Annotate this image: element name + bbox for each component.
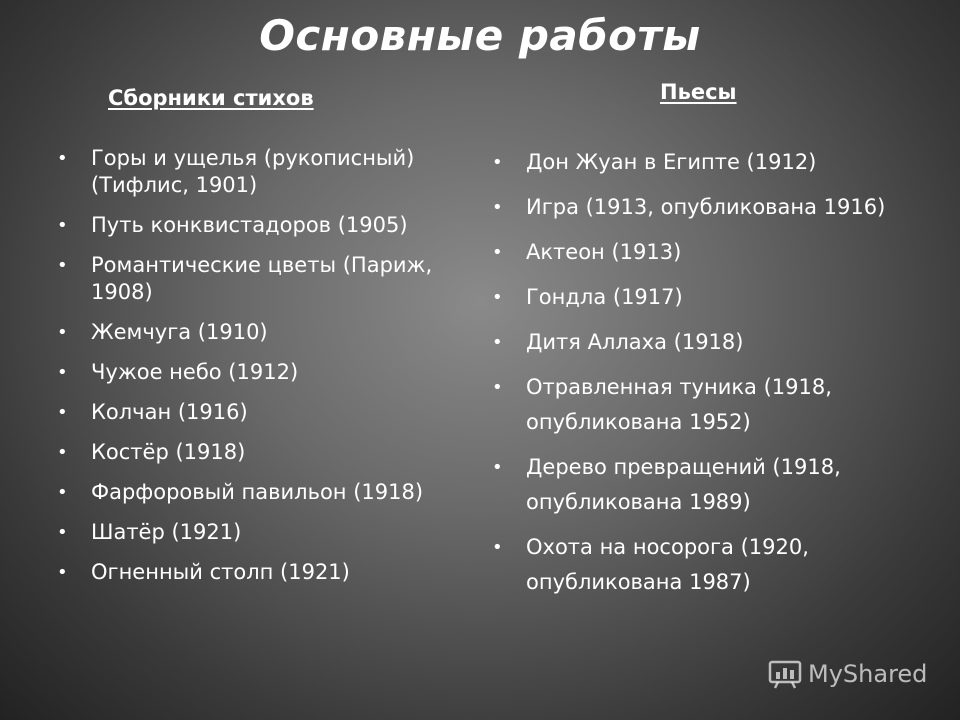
plays-list <box>490 145 930 610</box>
bullet-icon: • <box>492 332 503 353</box>
bullet-icon: • <box>57 482 68 503</box>
list-item-text: Путь конквистадоров (1905) <box>91 213 408 237</box>
list-item <box>490 235 930 270</box>
bullet-icon: • <box>492 197 503 218</box>
list-item <box>55 559 440 586</box>
list-item <box>55 145 440 199</box>
presentation-board-icon <box>768 659 802 689</box>
list-item <box>55 439 440 466</box>
bullet-icon: • <box>492 537 503 558</box>
list-item-text: Огненный столп (1921) <box>91 560 350 584</box>
list-item-text: Гондла (1917) <box>526 285 683 309</box>
poetry-collections-heading: Сборники стихов <box>108 86 314 110</box>
list-item <box>490 370 930 440</box>
plays-heading: Пьесы <box>660 80 737 104</box>
list-item-text: Дон Жуан в Египте (1912) <box>526 150 817 174</box>
list-item-text: Шатёр (1921) <box>91 520 242 544</box>
bullet-icon: • <box>492 287 503 308</box>
bullet-icon: • <box>492 377 503 398</box>
poetry-collections-list <box>55 145 440 599</box>
list-item-text: Фарфоровый павильон (1918) <box>91 480 424 504</box>
watermark <box>768 656 927 692</box>
list-item-text: Актеон (1913) <box>526 240 682 264</box>
list-item <box>490 530 930 600</box>
bullet-icon: • <box>57 148 68 169</box>
bullet-icon: • <box>492 242 503 263</box>
list-item-text: Романтические цветы (Париж, 1908) <box>91 253 433 304</box>
list-item <box>490 450 930 520</box>
bullet-icon: • <box>57 362 68 383</box>
list-item <box>55 399 440 426</box>
list-item <box>55 519 440 546</box>
list-item-text: Дитя Аллаха (1918) <box>526 330 744 354</box>
list-item <box>55 252 440 306</box>
list-item-text: Охота на носорога (1920, опубликована 1987) <box>526 535 809 594</box>
bullet-icon: • <box>492 152 503 173</box>
list-item-text: Костёр (1918) <box>91 440 246 464</box>
list-item-text: Жемчуга (1910) <box>91 320 268 344</box>
bullet-icon: • <box>57 442 68 463</box>
list-item-text: Игра (1913, опубликована 1916) <box>526 195 886 219</box>
list-item <box>490 145 930 180</box>
slide-title: Основные работы <box>259 11 701 60</box>
list-item-text: Колчан (1916) <box>91 400 248 424</box>
list-item-text: Горы и ущелья (рукописный) (Тифлис, 1901) <box>91 146 415 197</box>
list-item <box>55 479 440 506</box>
bullet-icon: • <box>57 562 68 583</box>
bullet-icon: • <box>57 402 68 423</box>
list-item <box>490 325 930 360</box>
list-item <box>55 359 440 386</box>
list-item <box>55 212 440 239</box>
bullet-icon: • <box>57 215 68 236</box>
list-item-text: Чужое небо (1912) <box>91 360 299 384</box>
bullet-icon: • <box>57 322 68 343</box>
watermark-text: MyShared <box>808 660 928 688</box>
list-item <box>490 280 930 315</box>
list-item-text: Дерево превращений (1918, опубликована 1989) <box>526 455 841 514</box>
list-item <box>55 319 440 346</box>
bullet-icon: • <box>57 255 68 276</box>
list-item <box>490 190 930 225</box>
bullet-icon: • <box>57 522 68 543</box>
list-item-text: Отравленная туника (1918, опубликована 1952) <box>526 375 832 434</box>
bullet-icon: • <box>492 457 503 478</box>
